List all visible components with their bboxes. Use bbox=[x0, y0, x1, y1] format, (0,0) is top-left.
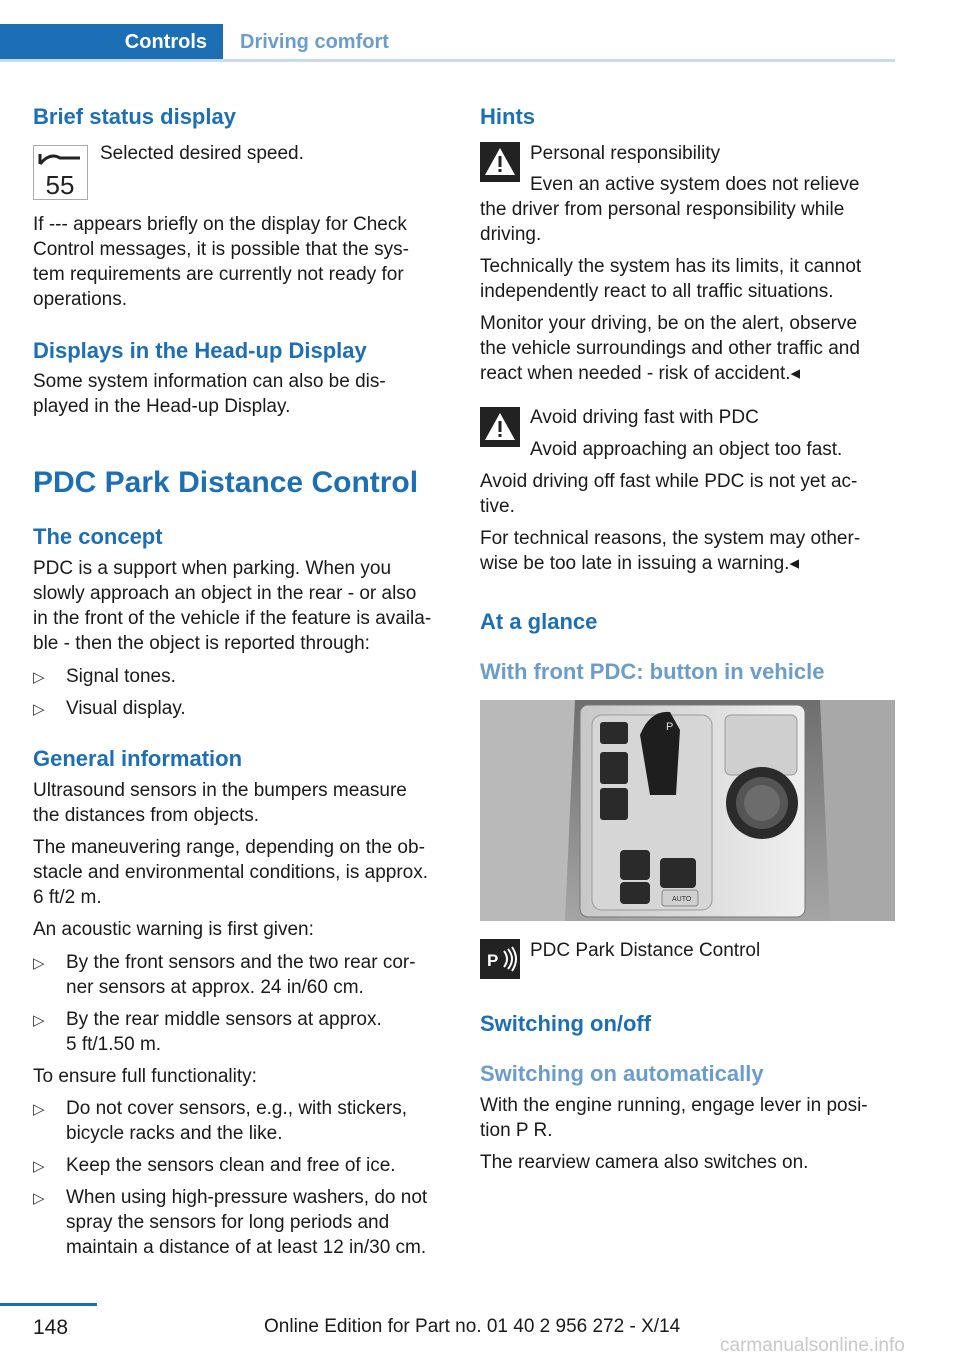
text-line: tive. bbox=[480, 496, 515, 517]
pdc-caption: PDC Park Distance Control bbox=[530, 940, 761, 961]
list-item: ner sensors at approx. 24 in/60 cm. bbox=[66, 977, 364, 998]
text-line: If --- appears briefly on the display for Check bbox=[33, 214, 407, 235]
heading-hints: Hints bbox=[480, 104, 535, 129]
text-line: ble - then the object is reported through: bbox=[33, 633, 370, 654]
list-item: Visual display. bbox=[66, 698, 186, 719]
text-line: slowly approach an object in the rear - or also bbox=[33, 583, 417, 604]
text-line: independently react to all traffic situations. bbox=[480, 281, 834, 302]
bullet-icon: ▷ bbox=[33, 701, 45, 718]
list-item: When using high-pressure washers, do not bbox=[66, 1187, 428, 1208]
text-line: the vehicle surroundings and other traffic and bbox=[480, 338, 860, 359]
list-item: Signal tones. bbox=[66, 666, 176, 687]
svg-text:P: P bbox=[487, 951, 499, 970]
text-line: the distances from objects. bbox=[33, 805, 259, 826]
text-line: Ultrasound sensors in the bumpers measure bbox=[33, 780, 407, 801]
list-item: bicycle racks and the like. bbox=[66, 1123, 283, 1144]
heading-at-a-glance: At a glance bbox=[480, 609, 598, 634]
text-line: With the engine running, engage lever in posi‐ bbox=[480, 1095, 868, 1116]
warning-icon bbox=[480, 407, 520, 447]
heading-hud: Displays in the Head-up Display bbox=[33, 338, 367, 363]
text-line: Some system information can also be dis‐ bbox=[33, 371, 386, 392]
warning-title: Personal responsibility bbox=[530, 143, 721, 164]
text-line: PDC is a support when parking. When you bbox=[33, 558, 392, 579]
bullet-icon: ▷ bbox=[33, 669, 45, 686]
edition-text: Online Edition for Part no. 01 40 2 956 272 - X/14 bbox=[264, 1316, 681, 1337]
photo-label-auto: AUTO bbox=[672, 896, 692, 903]
heading-front-pdc: With front PDC: button in vehicle bbox=[480, 659, 825, 684]
text-line: tion P R. bbox=[480, 1120, 553, 1141]
heading-general: General information bbox=[33, 746, 243, 771]
text-line: in the front of the vehicle if the feature is availa‐ bbox=[33, 608, 432, 629]
text-line: Avoid approaching an object too fast. bbox=[530, 439, 843, 460]
text-line: 6 ft/2 m. bbox=[33, 887, 102, 908]
warning-icon bbox=[480, 142, 520, 182]
tab-controls[interactable]: Controls bbox=[0, 24, 223, 61]
list-item: 5 ft/1.50 m. bbox=[66, 1034, 162, 1055]
text-line: wise be too late in issuing a warning.◂ bbox=[480, 553, 799, 574]
photo-label-p: P bbox=[666, 721, 674, 733]
text-line: Technically the system has its limits, it cannot bbox=[480, 256, 862, 277]
text-line: Even an active system does not relieve bbox=[530, 174, 860, 195]
text-line: An acoustic warning is first given: bbox=[33, 919, 314, 940]
cruise-speed-icon bbox=[33, 145, 88, 200]
footer-rule bbox=[0, 1303, 97, 1306]
text-line: The maneuvering range, depending on the ob‐ bbox=[33, 837, 425, 858]
center-console-photo bbox=[480, 700, 895, 921]
bullet-icon: ▷ bbox=[33, 1101, 45, 1118]
tab-driving-comfort[interactable]: Driving comfort bbox=[240, 31, 389, 53]
text-line: The rearview camera also switches on. bbox=[480, 1152, 809, 1173]
warning-title: Avoid driving fast with PDC bbox=[530, 407, 759, 428]
heading-pdc: PDC Park Distance Control bbox=[33, 466, 419, 499]
heading-concept: The concept bbox=[33, 524, 163, 549]
text-line: Avoid driving off fast while PDC is not yet ac‐ bbox=[480, 471, 858, 492]
bullet-icon: ▷ bbox=[33, 1190, 45, 1207]
list-item: By the front sensors and the two rear cor‐ bbox=[66, 952, 416, 973]
list-item: maintain a distance of at least 12 in/30 cm. bbox=[66, 1237, 427, 1258]
cruise-speed-value: 55 bbox=[45, 170, 75, 199]
text-line: operations. bbox=[33, 289, 128, 310]
list-item: Do not cover sensors, e.g., with stickers, bbox=[66, 1098, 408, 1119]
header-tabbar bbox=[0, 24, 895, 62]
header-rule bbox=[0, 59, 895, 62]
text-line: Monitor your driving, be on the alert, observe bbox=[480, 313, 858, 334]
watermark-text: carmanualsonline.info bbox=[720, 1335, 905, 1356]
list-item: spray the sensors for long periods and bbox=[66, 1212, 390, 1233]
heading-brief-status: Brief status display bbox=[33, 104, 236, 129]
brief-caption: Selected desired speed. bbox=[100, 143, 304, 164]
list-item: Keep the sensors clean and free of ice. bbox=[66, 1155, 396, 1176]
bullet-icon: ▷ bbox=[33, 955, 45, 972]
bullet-icon: ▷ bbox=[33, 1158, 45, 1175]
page-number: 148 bbox=[33, 1316, 69, 1339]
text-line: driving. bbox=[480, 224, 542, 245]
heading-switching-auto: Switching on automatically bbox=[480, 1061, 764, 1086]
text-line: react when needed - risk of accident.◂ bbox=[480, 363, 801, 384]
text-line: For technical reasons, the system may other‐ bbox=[480, 528, 861, 549]
text-line: To ensure full functionality: bbox=[33, 1066, 257, 1087]
list-item: By the rear middle sensors at approx. bbox=[66, 1009, 382, 1030]
text-line: played in the Head-up Display. bbox=[33, 396, 291, 417]
pdc-button-icon bbox=[480, 939, 520, 979]
text-line: tem requirements are currently not ready for bbox=[33, 264, 404, 285]
text-line: Control messages, it is possible that the sys‐ bbox=[33, 239, 409, 260]
text-line: stacle and environmental conditions, is approx. bbox=[33, 862, 429, 883]
text-line: the driver from personal responsibility while bbox=[480, 199, 845, 220]
bullet-icon: ▷ bbox=[33, 1012, 45, 1029]
heading-switching: Switching on/off bbox=[480, 1011, 652, 1036]
